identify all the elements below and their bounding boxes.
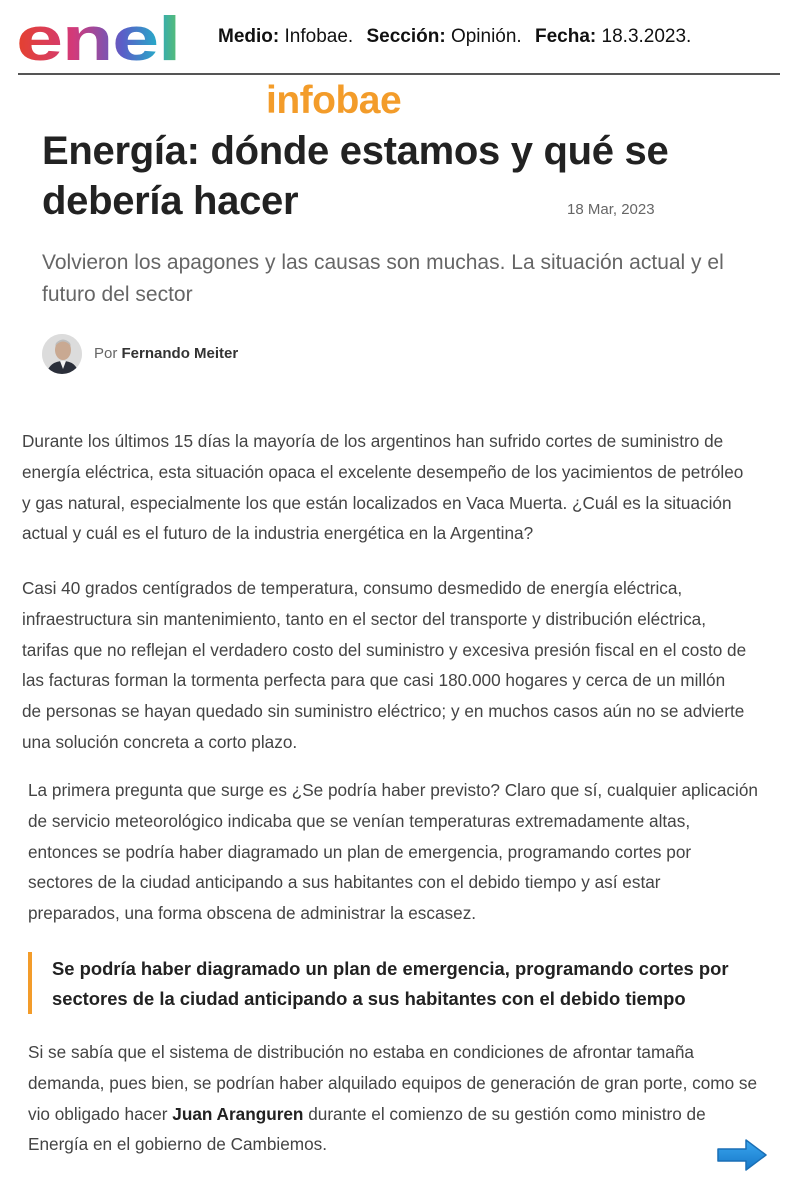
line-text: durante el comienzo de su gestión como ministro de xyxy=(303,1103,706,1124)
author-avatar[interactable] xyxy=(42,334,82,374)
enel-logo xyxy=(16,4,180,66)
header-divider xyxy=(18,73,780,75)
medio-label: Medio: xyxy=(218,26,280,47)
paragraph-line: preparados, una forma obscena de administrar la escasez. xyxy=(28,903,477,924)
person-name: Juan Aranguren xyxy=(172,1103,304,1124)
paragraph-line: demanda, pues bien, se podrían haber alquilado equipos de generación de gran porte, como se xyxy=(28,1072,758,1093)
clip-header xyxy=(218,26,691,48)
paragraph-line: La primera pregunta que surge es ¿Se podría haber previsto? Claro que sí, cualquier aplicación xyxy=(28,780,758,800)
quote-line: Se podría haber diagramado un plan de emergencia, programando cortes por xyxy=(52,958,729,979)
paragraph-line: las facturas forman la tormenta perfecta para que casi 180.000 hogares y cerca de un millón xyxy=(22,670,726,691)
paragraph-line: de personas se hayan quedado sin suministro eléctrico; y en muchos casos aún no se advierte xyxy=(22,701,745,722)
article-title: Energía: dónde estamos y qué se debería hacer xyxy=(42,129,669,223)
author-name[interactable]: Fernando Meiter xyxy=(121,345,239,362)
paragraph-line: sectores de la ciudad anticipando a sus habitantes con el debido tiempo y así estar xyxy=(28,872,661,893)
byline xyxy=(94,345,238,362)
arrow-right-icon[interactable] xyxy=(716,1138,768,1172)
paragraph-line: y gas natural, especialmente los que están localizados en Vaca Muerta. ¿Cuál es la situación xyxy=(22,492,732,513)
paragraph-1 xyxy=(22,426,743,549)
paragraph-line: infraestructura sin mantenimiento, tanto en el sector del transporte y distribución eléctrica, xyxy=(22,608,707,629)
paragraph-line: Si se sabía que el sistema de distribución no estaba en condiciones de afrontar tamaña xyxy=(28,1042,694,1062)
paragraph-3 xyxy=(28,775,758,929)
paragraph-line: Energía en el gobierno de Cambiemos. xyxy=(28,1134,328,1155)
article-subtitle: Volvieron los apagones y las causas son muchas. La situación actual y el futuro del sector xyxy=(42,251,724,306)
seccion-label: Sección: xyxy=(366,26,446,47)
author-portrait-icon xyxy=(42,334,82,374)
seccion-value: Opinión. xyxy=(450,26,522,47)
medio-value: Infobae. xyxy=(284,26,354,47)
fecha-value: 18.3.2023. xyxy=(601,26,692,47)
quote-line: sectores de la ciudad anticipando a sus habitantes con el debido tiempo xyxy=(52,988,686,1009)
enel-logo-text: enel xyxy=(16,5,180,66)
article-date: 18 Mar, 2023 xyxy=(567,201,655,218)
pull-quote xyxy=(28,952,772,1014)
paragraph-line: entonces se podría haber diagramado un plan de emergencia, programando cortes por xyxy=(28,841,692,862)
paragraph-line xyxy=(28,1099,757,1130)
paragraph-line: tarifas que no reflejan el verdadero costo del suministro y excesiva presión fiscal en el costo de xyxy=(22,639,747,660)
paragraph-line: de servicio meteorológico indicaba que se venían temperaturas extremadamente altas, xyxy=(28,810,691,831)
paragraph-4 xyxy=(28,1037,757,1160)
paragraph-line: actual y cuál es el futuro de la industria energética en la Argentina? xyxy=(22,523,534,544)
paragraph-line: energía eléctrica, esta situación opaca el excelente desempeño de los yacimientos de petróleo xyxy=(22,461,744,482)
paragraph-line: una solución concreta a corto plazo. xyxy=(22,731,298,752)
infobae-logo: infobae xyxy=(266,79,402,122)
fecha-label: Fecha: xyxy=(535,26,597,47)
paragraph-line: Durante los últimos 15 días la mayoría de los argentinos han sufrido cortes de suministro de xyxy=(22,431,724,451)
paragraph-line: Casi 40 grados centígrados de temperatura, consumo desmedido de energía eléctrica, xyxy=(22,578,683,598)
byline-prefix: Por xyxy=(94,345,118,362)
paragraph-2 xyxy=(22,573,746,758)
line-text: vio obligado hacer xyxy=(28,1103,173,1124)
